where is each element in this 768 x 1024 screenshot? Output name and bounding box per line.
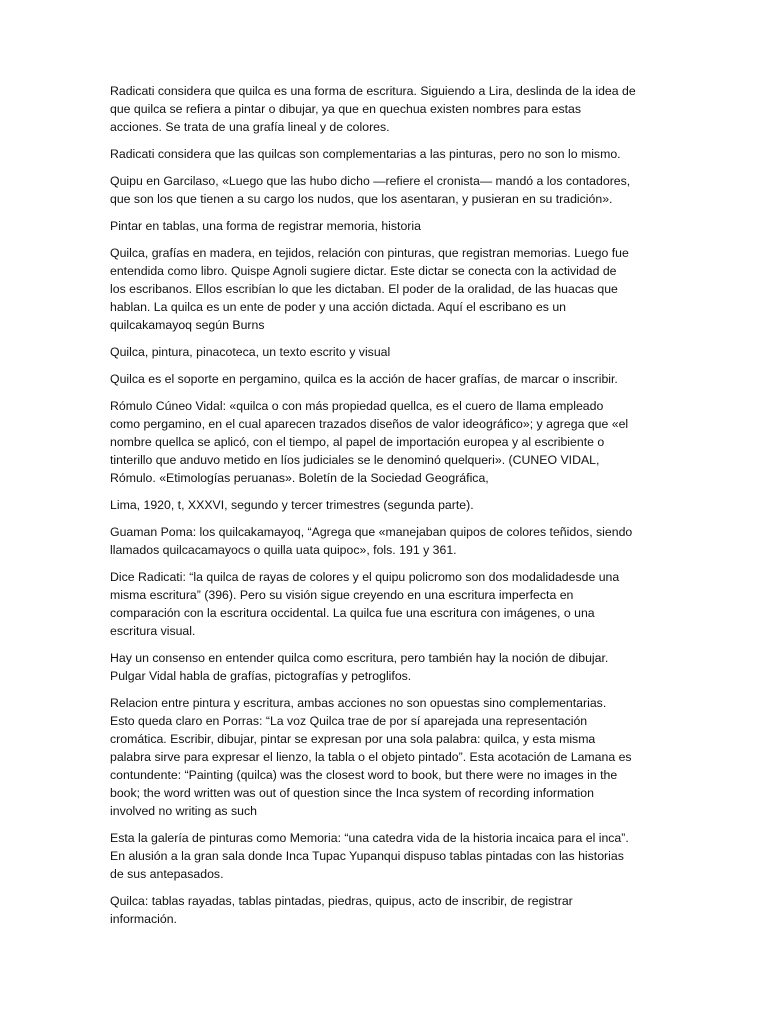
paragraph: Rómulo Cúneo Vidal: «quilca o con más propiedad quellca, es el cuero de llama empleado como pergamino, en el cual aparecen trazados diseños de valor ideográfico»; y agrega que «el nombre quellca se aplicó, con el tiempo, al papel de importación europea y al escribiente o tinterillo que anduvo metido en líos judiciales se le denominó quelqueri». (CUNEO VIDAL, Rómulo. «Etimologías peruanas». Boletín de la Sociedad Geográfica, (110, 399, 629, 485)
paragraph: Quilca: tablas rayadas, tablas pintadas, piedras, quipus, acto de inscribir, de registrar información. (110, 894, 573, 926)
paragraph: Guaman Poma: los quilcakamayoq, “Agrega que «manejaban quipos de colores teñidos, siendo llamados quilcacamayocs o quilla uata quipoc», fols. 191 y 361. (110, 525, 633, 557)
paragraph: Hay un consenso en entender quilca como escritura, pero también hay la noción de dibujar. Pulgar Vidal habla de grafías, pictografías y petroglifos. (110, 651, 609, 683)
paragraph: Relacion entre pintura y escritura, ambas acciones no son opuestas sino complementarias. Esto queda claro en Porras: “La voz Quilca trae de por sí aparejada una representación cromática. Escribir, dibujar, pintar se expresan por una sola palabra: quilca, y esta misma palabra sirve para expresar el lienzo, la tabla o el objeto pintado”. Esta acotación de Lamana es contundente: “Painting (quilca) was the closest word to book, but there were no images in the book; the word written was out of question since the Inca system of recording information involved no writing as such (110, 696, 632, 818)
paragraph: Quilca, pintura, pinacoteca, un texto escrito y visual (110, 345, 391, 359)
paragraph: Lima, 1920, t, XXXVI, segundo y tercer trimestres (segunda parte). (110, 498, 474, 512)
paragraph: Quilca, grafías en madera, en tejidos, relación con pinturas, que registran memorias. Luego fue entendida como libro. Quispe Agnoli sugiere dictar. Este dictar se conecta con la actividad de los escribanos. Ellos escribían lo que les dictaban. El poder de la oralidad, de las huacas que hablan. La quilca es un ente de poder y una acción dictada. Aquí el escribano es un quilcakamayoq según Burns (110, 246, 629, 332)
document-page (110, 82, 662, 937)
paragraph: Dice Radicati: “la quilca de rayas de colores y el quipu policromo son dos modalidadesde una misma escritura” (396). Pero su visión sigue creyendo en una escritura imperfecta en comparación con la escritura occidental. La quilca fue una escritura con imágenes, o una escritura visual. (110, 570, 620, 638)
paragraph: Quipu en Garcilaso, «Luego que las hubo dicho —refiere el cronista— mandó a los contadores, que son los que tienen a su cargo los nudos, que los asentaran, y pusieran en su tradición». (110, 174, 631, 206)
paragraph: Pintar en tablas, una forma de registrar memoria, historia (110, 219, 421, 233)
paragraph: Quilca es el soporte en pergamino, quilca es la acción de hacer grafías, de marcar o inscribir. (110, 372, 618, 386)
paragraph: Radicati considera que quilca es una forma de escritura. Siguiendo a Lira, deslinda de la idea de que quilca se refiera a pintar o dibujar, ya que en quechua existen nombres para estas acciones. Se trata de una grafía lineal y de colores. (110, 84, 636, 134)
paragraph: Esta la galería de pinturas como Memoria: “una catedra vida de la historia incaica para el inca”. En alusión a la gran sala donde Inca Tupac Yupanqui dispuso tablas pintadas con las historias de sus antepasados. (110, 831, 629, 881)
paragraph: Radicati considera que las quilcas son complementarias a las pinturas, pero no son lo mismo. (110, 147, 621, 161)
